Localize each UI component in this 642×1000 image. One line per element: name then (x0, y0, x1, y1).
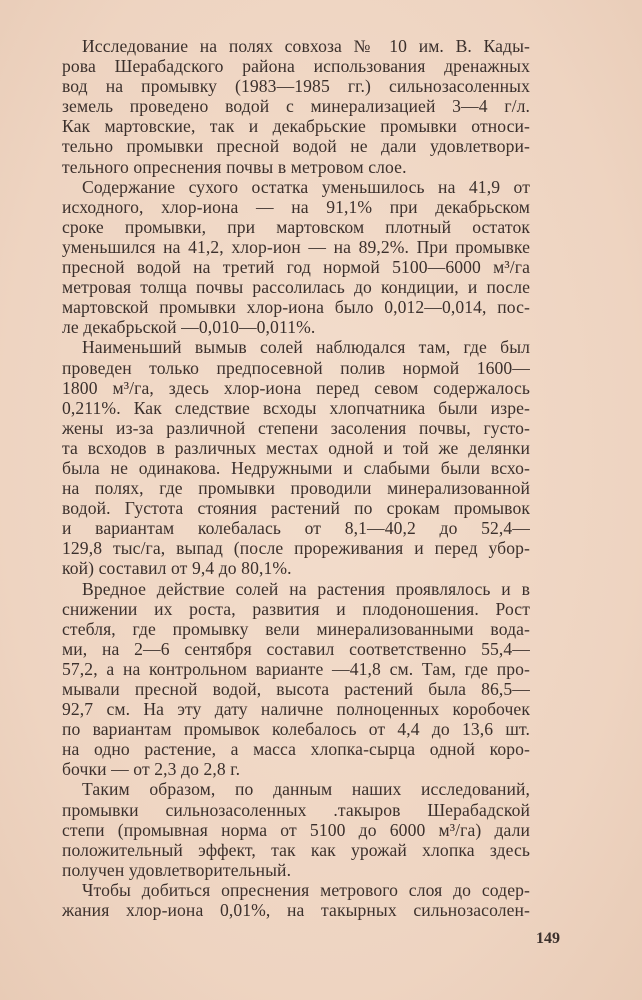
text-line: пресной водой на третий год нормой 5100—6000 м³/га (62, 257, 530, 278)
text-line: жания хлор-иона 0,01%, на такырных сильнозасолен- (62, 900, 530, 921)
text-line: тельно промывки пресной водой не дали удовлетвори- (62, 136, 530, 157)
text-line: рова Шерабадского района использования дренажных (62, 56, 530, 77)
text-line: тельного опреснения почвы в метровом слое. (62, 156, 407, 177)
text-line: исходного, хлор-иона — на 91,1% при декабрьском (62, 196, 530, 217)
text-line: мывали пресной водой, высота растений была 86,5— (62, 679, 530, 699)
text-line: мартовской промывки хлор-иона было 0,012—0,014, пос- (62, 297, 530, 318)
text-line: водой. Густота стояния растений по срокам промывок (62, 498, 530, 519)
paragraph (62, 579, 530, 780)
text-line: бочки — от 2,3 до 2,8 г. (62, 759, 241, 780)
text-line: 0,211%. Как следствие всходы хлопчатника были изре- (62, 397, 530, 418)
text-line: стебля, где промывку вели минерализованными вода- (62, 618, 530, 639)
text-line: получен удовлетворительный. (62, 859, 292, 880)
text-line: 92,7 см. На эту дату наличне полноценных коробочек (62, 699, 530, 720)
paragraph (62, 337, 530, 578)
text-line: та всходов в различных местах одной и той же делянки (62, 437, 530, 458)
text-line: на одно растение, а масса хлопка-сырца одной коро- (62, 739, 530, 760)
text-line: снижении их роста, развития и плодоношения. Рост (62, 598, 530, 619)
body-text (62, 36, 530, 920)
text-line: положительный эффект, так как урожай хлопка здесь (62, 839, 530, 860)
text-line: ми, на 2—6 сентября составил соответственно 55,4— (62, 638, 530, 659)
text-line: Вредное действие солей на растения проявлялось и в (82, 578, 530, 599)
paragraph (62, 880, 530, 920)
text-line: 57,2, а на контрольном варианте —41,8 см. Там, где про- (62, 658, 530, 679)
text-line: Наименьший вымыв солей наблюдался там, где был (82, 337, 530, 358)
text-line: Содержание сухого остатка уменьшилось на 41,9 от (82, 176, 530, 197)
text-line: уменьшился на 41,2, хлор-ион — на 89,2%. При промывке (62, 236, 530, 257)
text-line: метровая толща почвы рассолилась до кондиции, и после (62, 277, 530, 298)
paragraph (62, 36, 530, 177)
text-line: жены из-за различной степени засоления почвы, густо- (62, 417, 530, 438)
text-line: степи (промывная норма от 5100 до 6000 м³/га) дали (62, 819, 530, 840)
paragraph (62, 779, 530, 879)
paragraph (62, 177, 530, 338)
text-line: сроке промывки, при мартовском плотный остаток (62, 216, 530, 237)
text-line: Чтобы добиться опреснения метрового слоя до содер- (82, 879, 530, 900)
text-line: Как мартовские, так и декабрьские промывки относи- (62, 116, 530, 137)
text-line: на полях, где промывки проводили минерализованной (62, 478, 530, 499)
text-line: по вариантам промывок колебалось от 4,4 до 13,6 шт. (62, 719, 530, 740)
text-line: промывки сильнозасоленных .такыров Шерабадской (62, 799, 530, 820)
text-line: 1800 м³/га, здесь хлор-иона перед севом содержалось (62, 377, 530, 398)
text-line: ле декабрьской —0,010—0,011%. (62, 317, 316, 338)
text-line: кой) составил от 9,4 до 80,1%. (62, 558, 292, 579)
text-line: 129,8 тыс/га, выпад (после прореживания и перед убор- (62, 538, 530, 559)
text-line: проведен только предпосевной полив нормой 1600— (62, 357, 530, 378)
text-line: земель проведено водой с минерализацией 3—4 г/л. (62, 96, 530, 117)
page-number: 149 (536, 930, 560, 947)
text-line: Исследование на полях совхоза № 10 им. В. Кады- (82, 36, 530, 56)
text-line: и вариантам колебалась от 8,1—40,2 до 52,4— (62, 518, 530, 539)
text-line: вод на промывку (1983—1985 гг.) сильнозасоленных (62, 76, 530, 97)
text-line: была не одинакова. Недружными и слабыми были всхо- (62, 457, 530, 478)
text-line: Таким образом, по данным наших исследований, (82, 779, 530, 800)
